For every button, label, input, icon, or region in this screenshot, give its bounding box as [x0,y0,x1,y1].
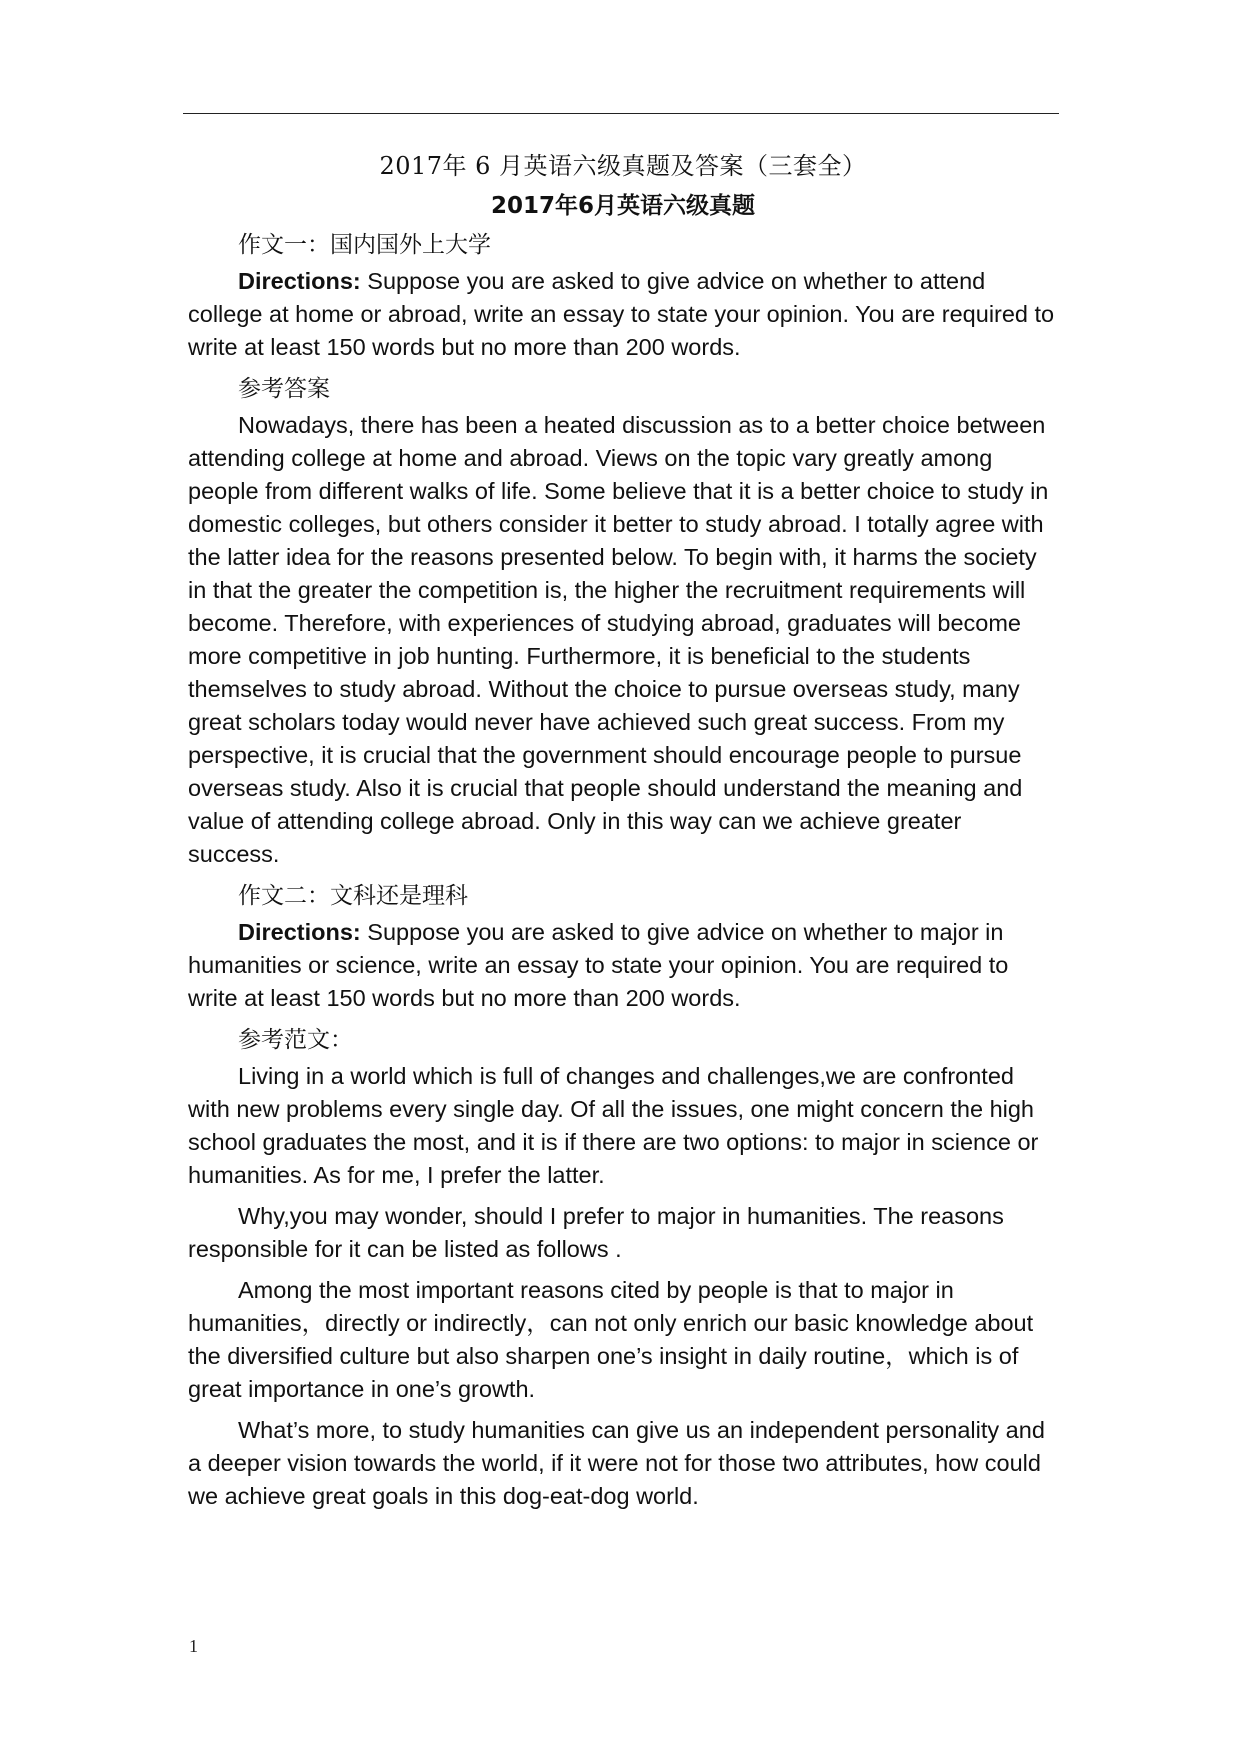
essay2-directions-text: Suppose you are asked to give advice on whether to major in humanities or science, write an essay to state your opinion. You are required to write at least 150 words but no more than 200 words. [188,919,1009,1011]
essay2-answer-heading: 参考范文： [238,1027,353,1053]
essay1-answer-heading: 参考答案 [238,376,330,402]
essay1-directions [188,265,1058,364]
essay1-directions-label: Directions: [238,268,361,294]
header-rule [183,113,1059,114]
essay2-answer-paragraph: Living in a world which is full of changes and challenges,we are confronted with new problems every single day. Of all the issues, one might concern the high school graduates the most, and it is if there are two options: to major in science or humanities. As for me, I prefer the latter. [188,1063,1039,1188]
essay2-answer-paragraph: Why,you may wonder, should I prefer to major in humanities. The reasons responsible for it can be listed as follows . [188,1203,1004,1262]
essay1-heading: 作文一：国内国外上大学 [238,232,491,258]
essay2-directions-label: Directions: [238,919,361,945]
essay2-answer-paragraph: What’s more, to study humanities can give us an independent personality and a deeper vision towards the world, if it were not for those two attributes, how could we achieve great goals in this dog-eat-dog world. [188,1417,1045,1509]
document-subtitle: 2017年6月英语六级真题 [490,193,756,219]
essay1-directions-text: Suppose you are asked to give advice on whether to attend college at home or abroad, write an essay to state your opinion. You are required to write at least 150 words but no more than 200 words. [188,268,1055,360]
page-number: 1 [189,1636,198,1656]
essay2-heading: 作文二：文科还是理科 [238,883,468,909]
essay2-directions [188,916,1058,1015]
essay1-answer-paragraph: Nowadays, there has been a heated discussion as to a better choice between attending college at home and abroad. Views on the topic vary greatly among people from different walks of life. Some believe that it is a better choice to study in domestic colleges, but others consider it better to study abroad. I totally agree with the latter idea for the reasons presented below. To begin with, it harms the society in that the greater the competition is, the higher the recruitment requirements will become. Therefore, with experiences of studying abroad, graduates will become more competitive in job hunting. Furthermore, it is beneficial to the students themselves to study abroad. Without the choice to pursue overseas study, many great scholars today would never have achieved such great success. From my perspective, it is crucial that the government should encourage people to pursue overseas study. Also it is crucial that people should understand the meaning and value of attending college abroad. Only in this way can we achieve greater success. [188,412,1049,867]
essay2-answer-paragraph: Among the most important reasons cited by people is that to major in humanities，directly or indirectly，can not only enrich our basic knowledge about the diversified culture but also sharpen one’s insight in daily routine，which is of great importance in one’s growth. [188,1277,1034,1402]
document-body [188,148,1058,1521]
document-title: 2017年 6 月英语六级真题及答案（三套全） [379,152,867,180]
